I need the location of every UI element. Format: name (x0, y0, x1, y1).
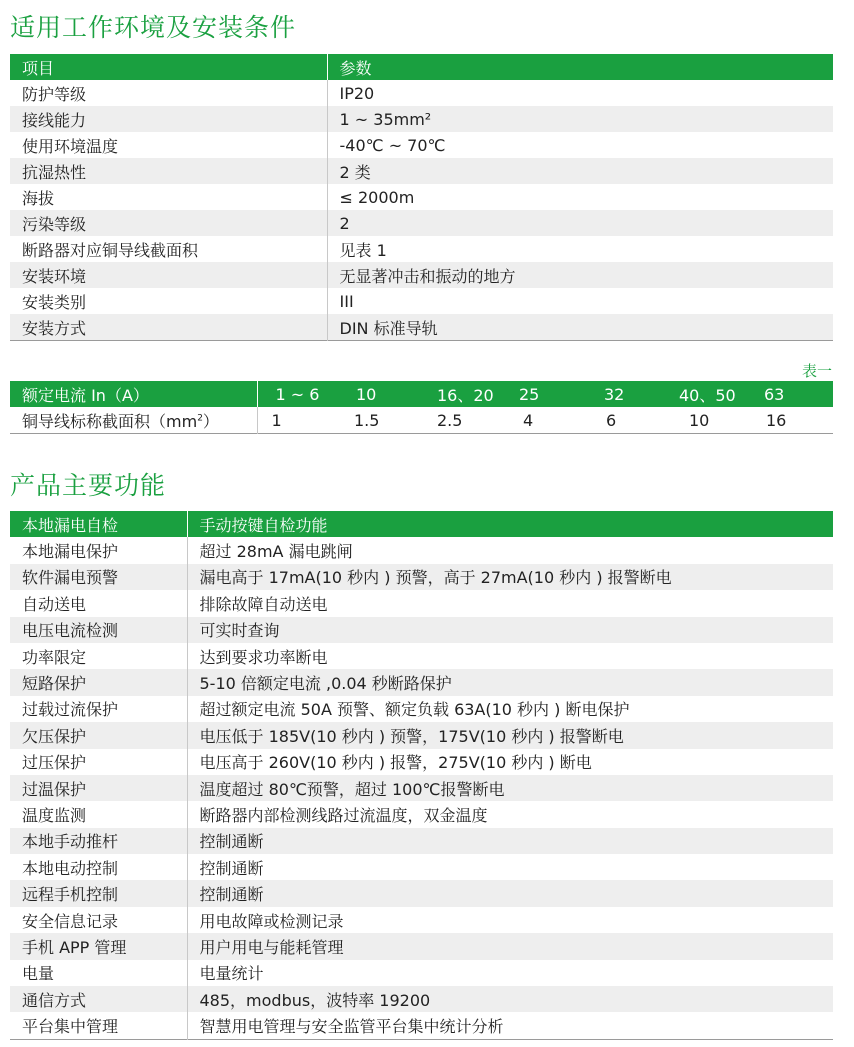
area-value: 16 (764, 407, 833, 434)
table-note: 表一 (801, 362, 832, 380)
row-label: 本地电动控制 (10, 854, 187, 880)
area-value: 1.5 (342, 407, 427, 434)
row-value: 2 (327, 210, 833, 236)
table-row (10, 775, 833, 801)
row-label: 海拔 (10, 184, 327, 210)
cross-section-label-end: ） (202, 411, 219, 431)
row-label: 过载过流保护 (10, 696, 187, 722)
row-value: 排除故障自动送电 (187, 590, 833, 616)
row-label: 电量 (10, 960, 187, 986)
row-value: 1 ~ 35mm² (327, 106, 833, 132)
row-label: 断路器对应铜导线截面积 (10, 236, 327, 262)
table-row (10, 960, 833, 986)
row-value: 无显著冲击和振动的地方 (327, 262, 833, 288)
row-value: 电压低于 185V(10 秒内 ) 预警，175V(10 秒内 ) 报警断电 (187, 722, 833, 748)
row-label: 抗湿热性 (10, 158, 327, 184)
table-row (10, 669, 833, 695)
table-row (10, 236, 833, 262)
current-value: 16、20 (427, 381, 509, 407)
area-value: 1 (257, 407, 342, 434)
table-row (10, 564, 833, 590)
row-value: 用户用电与能耗管理 (187, 933, 833, 959)
functions-table (10, 511, 833, 1040)
row-value: 断路器内部检测线路过流温度，双金温度 (187, 801, 833, 827)
table-row (10, 643, 833, 669)
table-row (10, 696, 833, 722)
header-description: 手动按键自检功能 (187, 511, 833, 537)
section-title-environment: 适用工作环境及安装条件 (10, 13, 297, 42)
table-row (10, 590, 833, 616)
row-value: 超过 28mA 漏电跳闸 (187, 537, 833, 563)
cross-section-label (10, 407, 257, 434)
row-label: 安装方式 (10, 314, 327, 341)
row-label: 功率限定 (10, 643, 187, 669)
row-label: 温度监测 (10, 801, 187, 827)
row-value: 智慧用电管理与安全监管平台集中统计分析 (187, 1012, 833, 1039)
table-row (10, 537, 833, 563)
table-row (10, 854, 833, 880)
area-value: 2.5 (427, 407, 509, 434)
row-label: 平台集中管理 (10, 1012, 187, 1039)
row-value: IP20 (327, 80, 833, 106)
table-row (10, 617, 833, 643)
row-value: 485，modbus，波特率 19200 (187, 986, 833, 1012)
row-value: 控制通断 (187, 880, 833, 906)
current-value: 10 (342, 381, 427, 407)
environment-table (10, 54, 833, 341)
row-label: 本地手动推杆 (10, 828, 187, 854)
row-label: 安装环境 (10, 262, 327, 288)
row-value: 超过额定电流 50A 预警、额定负载 63A(10 秒内 ) 断电保护 (187, 696, 833, 722)
row-value: 用电故障或检测记录 (187, 907, 833, 933)
row-value: III (327, 288, 833, 314)
row-label: 安全信息记录 (10, 907, 187, 933)
table-row (10, 314, 833, 341)
table-row (10, 907, 833, 933)
row-label: 通信方式 (10, 986, 187, 1012)
row-label: 过温保护 (10, 775, 187, 801)
area-value: 6 (594, 407, 679, 434)
row-label: 过压保护 (10, 749, 187, 775)
table-row (10, 407, 833, 434)
row-label: 污染等级 (10, 210, 327, 236)
row-value: -40℃ ~ 70℃ (327, 132, 833, 158)
rated-current-label: 额定电流 In（A） (10, 381, 257, 407)
table-row (10, 1012, 833, 1039)
current-value: 32 (594, 381, 679, 407)
row-label: 使用环境温度 (10, 132, 327, 158)
cross-section-label-text: 铜导线标称截面积（mm (22, 411, 198, 431)
row-value: ≤ 2000m (327, 184, 833, 210)
row-label: 手机 APP 管理 (10, 933, 187, 959)
table-row (10, 184, 833, 210)
table-row (10, 158, 833, 184)
table-row (10, 749, 833, 775)
table-row (10, 801, 833, 827)
row-value: 见表 1 (327, 236, 833, 262)
row-value: 达到要求功率断电 (187, 643, 833, 669)
table-row (10, 132, 833, 158)
row-label: 自动送电 (10, 590, 187, 616)
conductor-table-header (10, 381, 833, 407)
table-row (10, 933, 833, 959)
header-param: 参数 (327, 54, 833, 80)
table-row (10, 828, 833, 854)
row-value: 电量统计 (187, 960, 833, 986)
table-row (10, 986, 833, 1012)
row-label: 短路保护 (10, 669, 187, 695)
table-row (10, 262, 833, 288)
row-value: 5-10 倍额定电流 ,0.04 秒断路保护 (187, 669, 833, 695)
row-value: 温度超过 80℃预警，超过 100℃报警断电 (187, 775, 833, 801)
conductor-table (10, 381, 833, 434)
area-value: 4 (509, 407, 594, 434)
row-label: 远程手机控制 (10, 880, 187, 906)
table-row (10, 80, 833, 106)
section-title-functions: 产品主要功能 (10, 471, 167, 500)
row-value: DIN 标准导轨 (327, 314, 833, 341)
row-label: 欠压保护 (10, 722, 187, 748)
header-function: 本地漏电自检 (10, 511, 187, 537)
row-label: 电压电流检测 (10, 617, 187, 643)
row-label: 防护等级 (10, 80, 327, 106)
environment-table-header (10, 54, 833, 80)
current-value: 63 (764, 381, 833, 407)
row-value: 2 类 (327, 158, 833, 184)
area-value: 10 (679, 407, 764, 434)
table-row (10, 880, 833, 906)
row-value: 电压高于 260V(10 秒内 ) 报警，275V(10 秒内 ) 断电 (187, 749, 833, 775)
table-row (10, 722, 833, 748)
current-value: 1 ~ 6 (257, 381, 342, 407)
header-item: 项目 (10, 54, 327, 80)
row-value: 控制通断 (187, 828, 833, 854)
table-row (10, 106, 833, 132)
current-value: 40、50 (679, 381, 764, 407)
cross-section-label-sup: 2 (197, 413, 203, 424)
row-value: 可实时查询 (187, 617, 833, 643)
table-row (10, 288, 833, 314)
functions-table-header (10, 511, 833, 537)
current-value: 25 (509, 381, 594, 407)
row-label: 本地漏电保护 (10, 537, 187, 563)
row-value: 漏电高于 17mA(10 秒内 ) 预警，高于 27mA(10 秒内 ) 报警断电 (187, 564, 833, 590)
row-label: 安装类别 (10, 288, 327, 314)
row-value: 控制通断 (187, 854, 833, 880)
table-row (10, 210, 833, 236)
row-label: 接线能力 (10, 106, 327, 132)
row-label: 软件漏电预警 (10, 564, 187, 590)
